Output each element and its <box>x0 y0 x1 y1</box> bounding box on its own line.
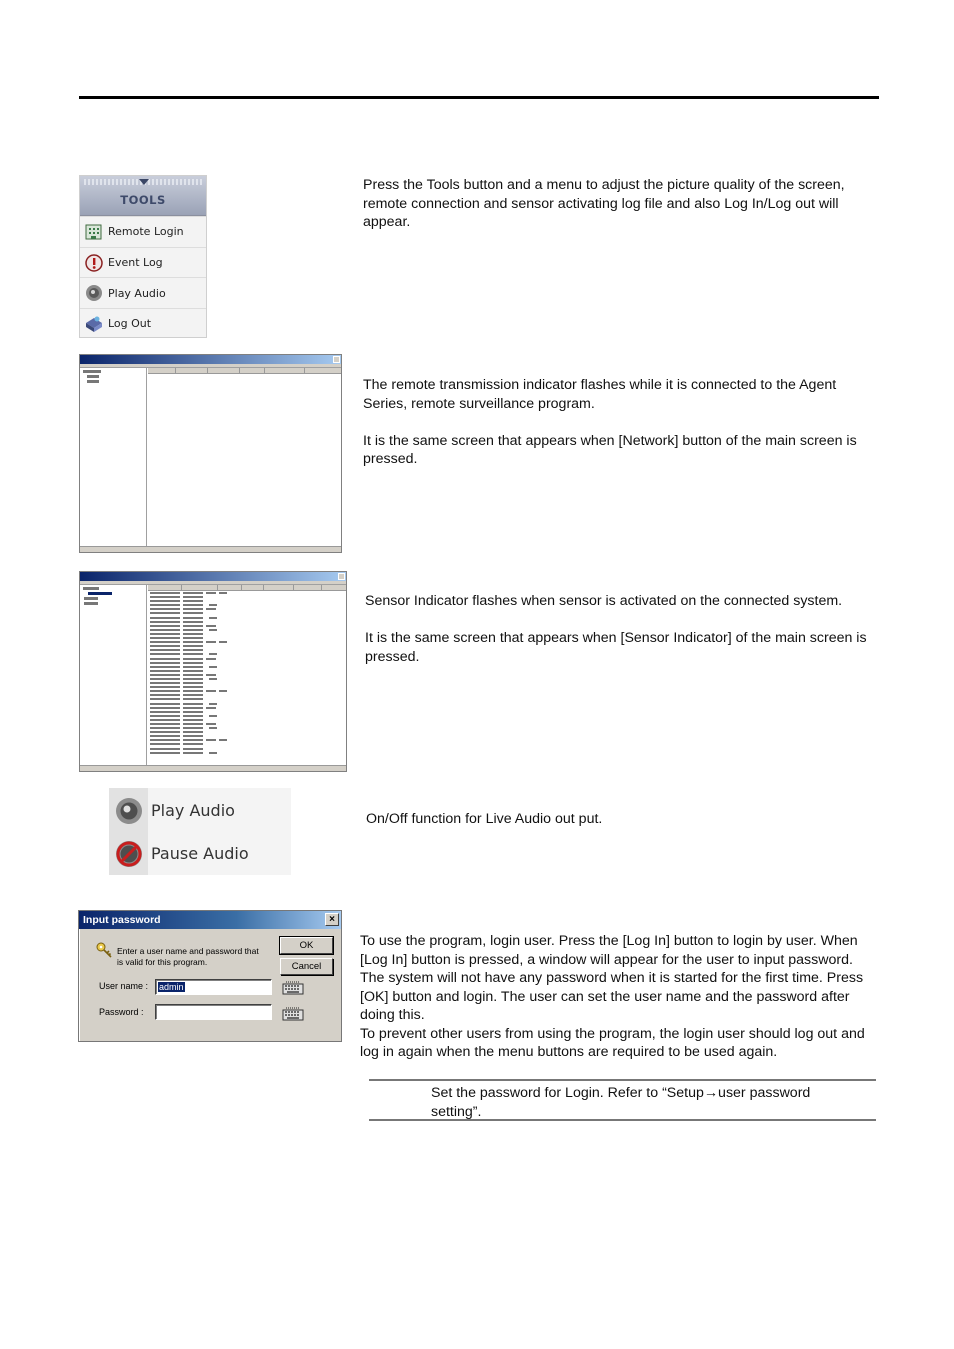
menu-item-label: Event Log <box>108 256 163 270</box>
list-item <box>150 670 346 673</box>
login-description <box>360 932 880 1062</box>
remote-login-icon <box>80 217 108 247</box>
list-item <box>150 592 346 595</box>
audio-desc-text: On/Off function for Live Audio out put. <box>366 811 603 827</box>
list-header <box>148 368 341 374</box>
speaker-icon <box>80 278 108 308</box>
list-item <box>150 600 346 603</box>
pause-audio-button[interactable] <box>109 832 291 875</box>
window-tree-pane <box>80 368 147 546</box>
window-list-pane <box>148 368 341 546</box>
menu-item-label: Play Audio <box>108 286 166 300</box>
list-item <box>150 686 346 689</box>
event-rows <box>148 592 346 755</box>
speaker-muted-icon <box>109 839 148 869</box>
window-tree-pane <box>80 585 147 765</box>
list-item <box>150 743 346 746</box>
sensor-desc-text-2: It is the same screen that appears when [Sensor Indicator] of the main screen is pressed. <box>365 630 867 665</box>
keyboard-icon[interactable] <box>282 1005 304 1021</box>
list-item <box>150 707 346 710</box>
tools-header-label: TOOLS <box>120 193 166 207</box>
list-item <box>150 658 346 661</box>
menu-item-play-audio[interactable] <box>80 277 206 308</box>
window-close-icon <box>333 356 340 363</box>
tools-button[interactable] <box>80 176 206 216</box>
window-title-bar <box>80 572 346 581</box>
menu-item-log-out[interactable] <box>80 308 206 338</box>
list-item <box>150 649 346 652</box>
login-desc-text-2: To prevent other users from using the program, the login user should log out and log in again when the menu buttons are required to be used again. <box>360 1025 865 1060</box>
sensor-description <box>365 592 877 666</box>
dialog-title-bar <box>79 911 341 929</box>
top-rule <box>79 96 879 99</box>
window-list-pane <box>148 585 346 765</box>
login-desc-text-1: To use the program, login user. Press the [Log In] button to login by user. When [Log In] button is pressed, a window will appear for the user to input password. The system will not have any password when it is started for the first time. Press [OK] button and login. The user can set the user name and the password after doing this. <box>360 933 864 1023</box>
remote-log-window <box>79 354 342 553</box>
key-icon <box>95 941 113 959</box>
list-item <box>150 723 346 726</box>
list-item <box>150 694 346 697</box>
audio-menu <box>109 788 291 875</box>
password-label: Password : <box>99 1007 144 1017</box>
password-input[interactable] <box>155 1004 272 1020</box>
remote-desc-text-2: It is the same screen that appears when [Network] button of the main screen is pressed. <box>363 432 857 467</box>
dropdown-arrow-icon <box>139 179 149 185</box>
close-icon[interactable]: × <box>325 913 339 926</box>
list-item <box>150 612 346 615</box>
input-password-dialog <box>78 910 342 1042</box>
username-value: admin <box>159 982 184 992</box>
sensor-desc-text-1: Sensor Indicator flashes when sensor is activated on the connected system. <box>365 593 843 609</box>
tools-menu <box>79 175 207 338</box>
window-title-bar <box>80 355 341 364</box>
cancel-button[interactable]: Cancel <box>280 958 333 975</box>
list-item <box>150 711 346 714</box>
list-item <box>150 666 346 669</box>
list-item <box>150 735 346 738</box>
username-label: User name : <box>99 981 149 991</box>
list-item <box>150 629 346 632</box>
list-item <box>150 674 346 677</box>
list-item <box>150 604 346 607</box>
list-item <box>150 690 346 693</box>
remote-desc-text-1: The remote transmission indicator flashes while it is connected to the Agent Series, remote surveillance program. <box>363 377 837 412</box>
list-item <box>150 727 346 730</box>
pause-audio-label: Pause Audio <box>151 844 249 863</box>
list-item <box>150 662 346 665</box>
menu-item-label: Log Out <box>108 317 152 331</box>
keyboard-icon[interactable] <box>282 979 304 995</box>
speaker-icon <box>109 796 148 826</box>
list-item <box>150 739 346 742</box>
tools-desc-text: Press the Tools button and a menu to adjust the picture quality of the screen, remote connection and sensor activating log file and also Log In/Log out will appear. <box>363 177 845 230</box>
logout-icon <box>80 309 108 338</box>
play-audio-label: Play Audio <box>151 801 235 820</box>
remote-description <box>363 376 875 469</box>
event-log-icon <box>80 248 108 278</box>
ok-button[interactable]: OK <box>280 937 333 954</box>
username-input[interactable] <box>155 979 272 995</box>
event-log-window <box>79 571 347 772</box>
play-audio-button[interactable] <box>109 789 291 832</box>
dialog-message: Enter a user name and password that is valid for this program. <box>117 946 259 967</box>
list-header <box>148 585 346 591</box>
list-item <box>150 653 346 656</box>
note-text: Set the password for Login. Refer to “Setup→user password setting”. <box>431 1085 811 1120</box>
dialog-title: Input password <box>83 914 161 926</box>
list-item <box>150 637 346 640</box>
menu-item-label: Remote Login <box>108 225 184 239</box>
audio-description <box>366 810 876 829</box>
list-item <box>150 645 346 648</box>
list-item <box>150 596 346 599</box>
window-status-bar <box>80 765 346 771</box>
list-item <box>150 621 346 624</box>
list-item <box>150 719 346 722</box>
menu-item-remote-login[interactable] <box>80 216 206 247</box>
list-item <box>150 678 346 681</box>
list-item <box>150 752 346 755</box>
menu-item-event-log[interactable] <box>80 247 206 278</box>
list-item <box>150 748 346 751</box>
list-item <box>150 698 346 701</box>
list-item <box>150 625 346 628</box>
tools-description <box>363 176 875 232</box>
list-item <box>150 617 346 620</box>
list-item <box>150 682 346 685</box>
list-item <box>150 731 346 734</box>
list-item <box>150 633 346 636</box>
window-close-icon <box>338 573 345 580</box>
list-item <box>150 608 346 611</box>
list-item <box>150 641 346 644</box>
note-box <box>369 1079 876 1121</box>
list-item <box>150 715 346 718</box>
list-item <box>150 703 346 706</box>
window-status-bar <box>80 546 341 552</box>
